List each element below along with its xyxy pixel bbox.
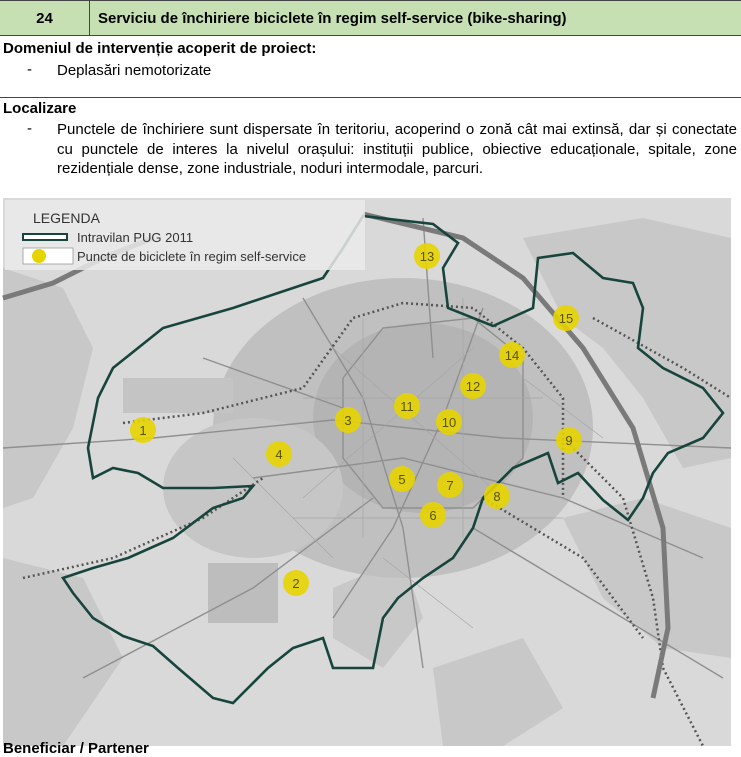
station-marker-10 xyxy=(436,409,462,435)
project-title: Serviciu de închiriere biciclete în regim self-service (bike-sharing) xyxy=(98,9,567,27)
bullet-dash: - xyxy=(27,61,32,78)
station-number: 4 xyxy=(275,447,283,462)
legend-station-label: Puncte de biciclete în regim self-service xyxy=(77,249,307,264)
station-number: 13 xyxy=(419,249,435,264)
station-marker-15 xyxy=(553,305,579,331)
legend-title: LEGENDA xyxy=(33,210,100,226)
station-legend-box xyxy=(23,248,73,264)
bullet-dash: - xyxy=(27,120,32,137)
station-number: 12 xyxy=(465,379,481,394)
station-number: 15 xyxy=(558,311,574,326)
section-divider xyxy=(0,97,741,98)
station-number: 14 xyxy=(504,348,520,363)
station-number: 6 xyxy=(429,508,437,523)
boundary-line-symbol xyxy=(23,234,67,240)
station-number: 1 xyxy=(139,423,147,438)
station-number: 7 xyxy=(446,478,454,493)
station-marker-3 xyxy=(335,407,361,433)
station-marker-9 xyxy=(556,427,582,453)
bike-sharing-map xyxy=(3,198,731,746)
station-marker-11 xyxy=(394,393,420,419)
station-number: 5 xyxy=(398,472,406,487)
station-number: 2 xyxy=(292,576,300,591)
station-dot-symbol xyxy=(32,249,46,263)
project-number: 24 xyxy=(0,1,90,35)
domain-item-text: Deplasări nemotorizate xyxy=(57,62,212,79)
next-section-title-cropped: Beneficiar / Partener xyxy=(3,740,149,757)
station-number: 8 xyxy=(493,489,501,504)
map-legend xyxy=(5,200,365,270)
station-marker-5 xyxy=(389,466,415,492)
station-number: 10 xyxy=(441,415,457,430)
station-marker-12 xyxy=(460,373,486,399)
domain-item xyxy=(3,61,737,81)
table-header-row xyxy=(0,0,741,36)
station-marker-4 xyxy=(266,441,292,467)
station-marker-1 xyxy=(130,417,156,443)
station-number: 3 xyxy=(344,413,352,428)
station-marker-13 xyxy=(414,243,440,269)
station-number: 11 xyxy=(400,399,414,414)
station-marker-2 xyxy=(283,570,309,596)
station-marker-8 xyxy=(484,483,510,509)
location-section-title: Localizare xyxy=(3,100,77,117)
station-marker-14 xyxy=(499,342,525,368)
location-item-text: Punctele de închiriere sunt dispersate în teritoriu, acoperind o zonă cât mai extinsă, dar și conectate cu punctele de interes la nivelul orașului: instituții publice, obiective educaționale, spitale, zone rezidențiale dense, zone industriale, noduri intermodale, parcuri. xyxy=(57,121,737,177)
station-number: 9 xyxy=(565,433,573,448)
domain-section-title: Domeniul de intervenție acoperit de proiect: xyxy=(3,40,317,57)
station-marker-6 xyxy=(420,502,446,528)
location-item xyxy=(3,120,737,179)
station-marker-7 xyxy=(437,472,463,498)
legend-boundary-label: Intravilan PUG 2011 xyxy=(77,230,194,245)
